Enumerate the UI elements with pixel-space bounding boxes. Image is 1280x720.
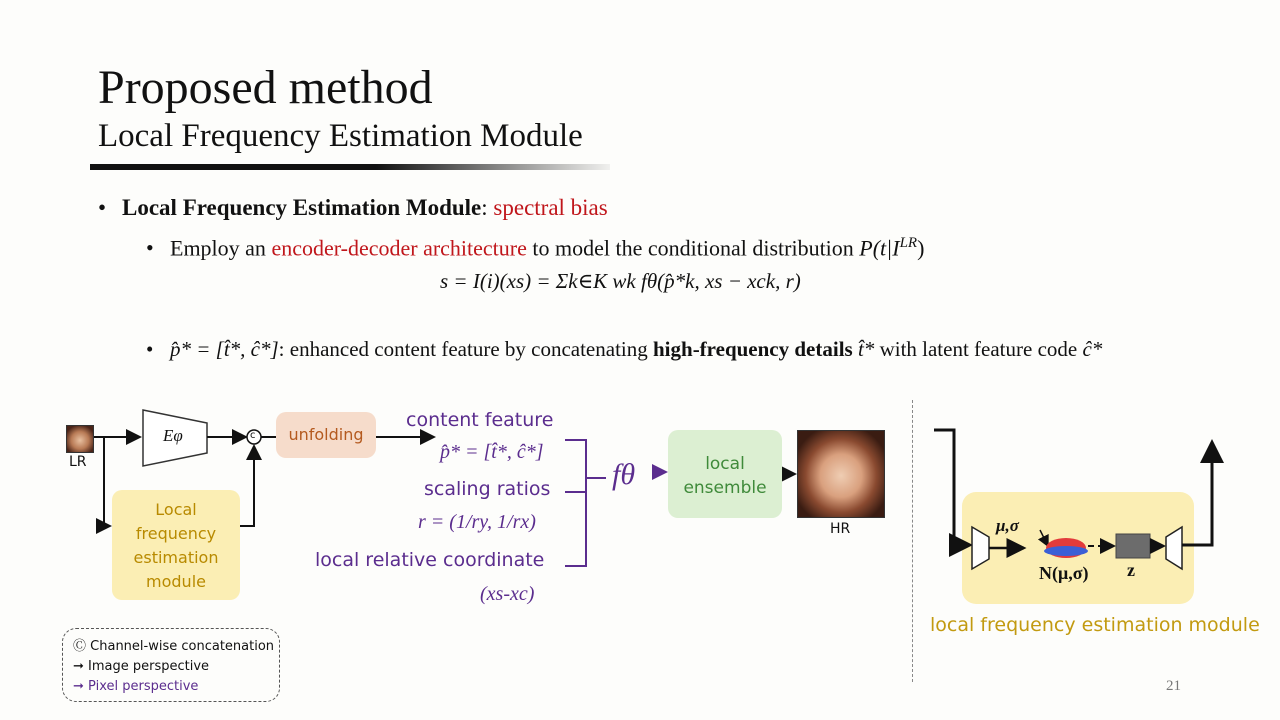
content-feature-label: content feature <box>406 409 554 431</box>
page-number: 21 <box>1166 678 1181 694</box>
legend-image <box>73 657 279 677</box>
bullet-dot: • <box>146 235 154 261</box>
bullet-dot: • <box>98 195 107 220</box>
coord-formula: (xs-xc) <box>480 583 535 605</box>
concat-symbol: c <box>250 430 256 441</box>
scaling-ratios-label: scaling ratios <box>424 478 551 500</box>
local-ensemble-box <box>668 430 782 518</box>
bullet-2-formula: P(t|I <box>859 235 900 261</box>
hr-label: HR <box>830 521 851 537</box>
lr-label: LR <box>69 454 87 470</box>
bullet-2-highlight: encoder-decoder architecture <box>271 235 527 261</box>
bullet-1-note: spectral bias <box>493 195 608 220</box>
copyright-c-icon: Ⓒ <box>73 639 87 654</box>
ensemble-line-1: local <box>705 454 745 474</box>
legend-pixel <box>73 677 279 697</box>
right-caption: local frequency estimation module <box>930 614 1260 636</box>
bullet-1-term: Local Frequency Estimation Module <box>122 195 482 220</box>
divider <box>912 400 913 682</box>
bullet-3-text2: with latent feature code <box>874 337 1083 361</box>
bullet-1-sep: : <box>481 195 494 220</box>
f-theta: fθ <box>612 458 636 491</box>
legend-concat-label: Channel-wise concatenation <box>90 639 275 654</box>
lfe-module-box <box>112 490 240 600</box>
lfe-line-3: estimation <box>133 548 219 567</box>
scaling-formula: r = (1/ry, 1/rx) <box>418 511 536 533</box>
slide-title: Proposed method <box>98 61 433 114</box>
legend-box <box>62 628 280 702</box>
z-label: z <box>1127 560 1135 580</box>
black-arrow-icon: ➞ <box>73 659 84 674</box>
legend-pixel-label: Pixel perspective <box>88 679 199 694</box>
bullet-3-formula3: ĉ* <box>1082 337 1103 361</box>
bullet-2-prefix: Employ an <box>170 235 272 261</box>
normal-dist-label: N(μ,σ) <box>1039 563 1089 583</box>
encoder-label: Eφ <box>163 426 183 445</box>
equation-text: s = I(i)(xs) = Σk∈K wk fθ(p̂*k, xs − xck, r) <box>440 269 801 293</box>
noise-z <box>1116 534 1150 558</box>
legend-concat <box>73 637 279 657</box>
lfe-line-1: Local <box>155 500 197 519</box>
bullet-2-suffix: to model the conditional distribution <box>526 235 860 261</box>
slide-subtitle: Local Frequency Estimation Module <box>98 118 583 154</box>
unfolding-box: unfolding <box>276 412 376 458</box>
lfe-line-4: module <box>146 572 206 591</box>
right-encoder-shape <box>972 527 989 569</box>
lfe-line-2: frequency <box>135 524 217 543</box>
bullet-3-bold: high-frequency details <box>653 337 853 361</box>
content-feature-formula: p̂* = [t̂*, ĉ*] <box>440 441 544 463</box>
mu-sigma-label: μ,σ <box>996 516 1019 535</box>
bullet-3-formula2: t̂* <box>857 337 875 361</box>
bullet-dot: • <box>146 337 154 361</box>
bullet-2-close: ) <box>917 235 925 261</box>
right-decoder-shape <box>1166 527 1182 569</box>
lr-image <box>66 425 94 453</box>
local-coord-label: local relative coordinate <box>315 549 545 571</box>
bullet-3-formula: p̂* = [t̂*, ĉ*] <box>170 337 279 361</box>
legend-image-label: Image perspective <box>88 659 210 674</box>
ensemble-line-2: ensemble <box>683 478 767 498</box>
purple-arrow-icon: ➞ <box>73 679 84 694</box>
hr-image <box>797 430 885 518</box>
bullet-2-sup: LR <box>899 235 918 251</box>
bullet-3-text1: : enhanced content feature by concatenating <box>278 337 653 361</box>
